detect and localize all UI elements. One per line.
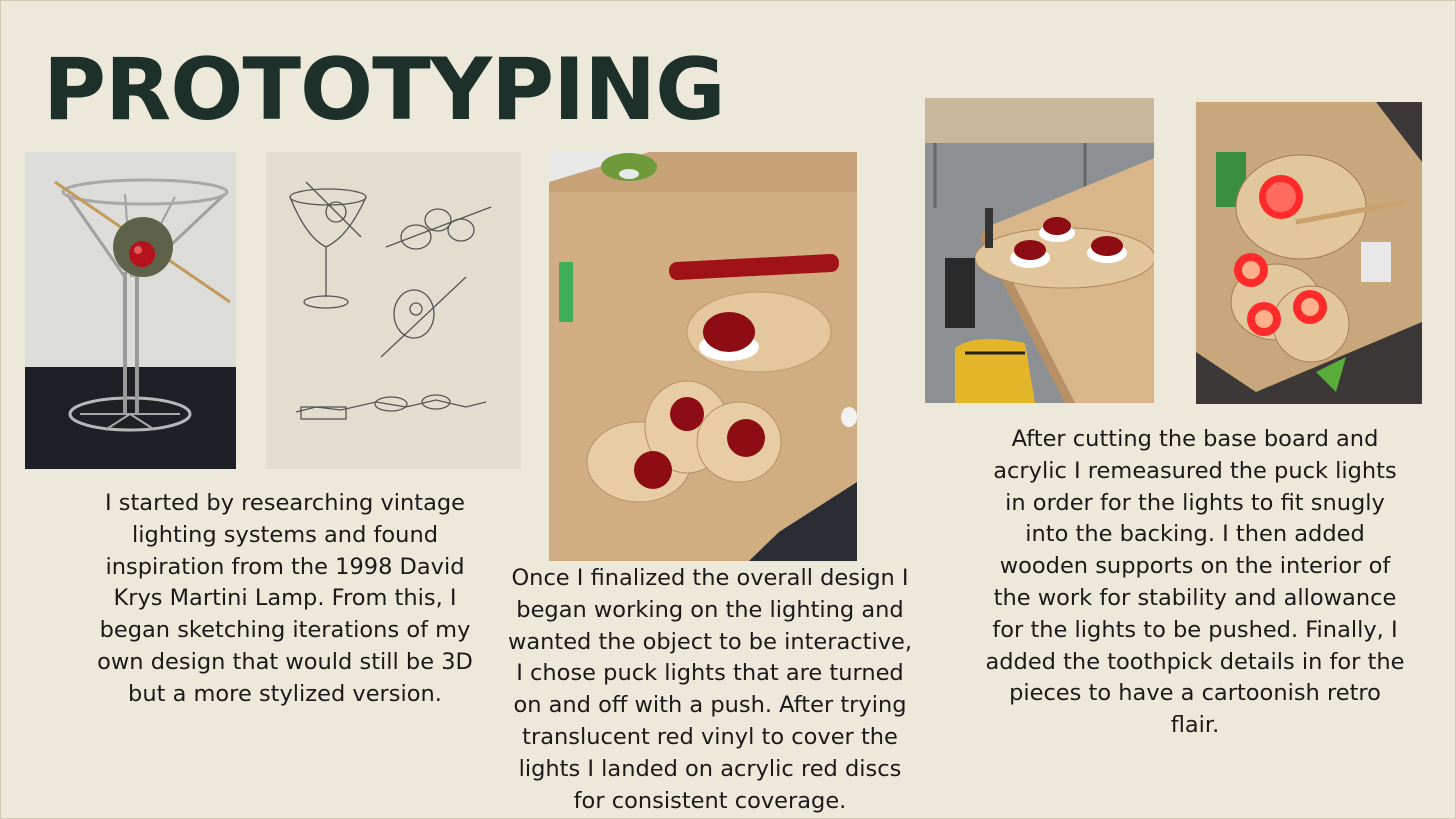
sketch-photo [266, 152, 521, 469]
caption-middle: Once I finalized the overall design I began working on the lighting and wanted the object to be interactive, I chose puck lights that are turned on and off with a push. After trying translucent red vinyl to cover the lights I landed on acrylic red discs for consistent coverage. [507, 565, 913, 814]
martini-lamp-photo [25, 152, 236, 469]
caption-left: I started by researching vintage lighting systems and found inspiration from the 1998 David Krys Martini Lamp. From this, I began sketching iterations of my own design that would still be 3D but a more stylized version. [97, 490, 473, 707]
slide-title: PROTOTYPING [43, 40, 725, 140]
clamped-base-photo [925, 98, 1154, 403]
workbench-discs-photo [549, 152, 857, 561]
caption-right: After cutting the base board and acrylic I remeasured the puck lights in order for the lights to fit snugly into the backing. I then added wooden supports on the interior of the work for stability and allowance for the lights to be pushed. Finally, I added the toothpick details in for the pieces to have a cartoonish retro flair. [985, 426, 1405, 739]
lit-pucks-photo [1196, 102, 1422, 404]
